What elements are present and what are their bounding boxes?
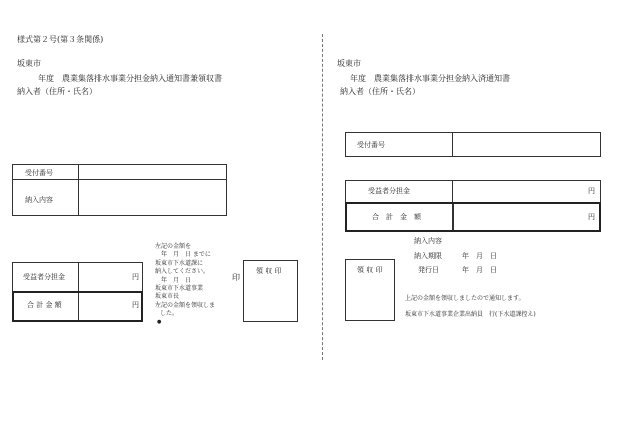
payer-label: 納入者（住所・氏名） [17, 87, 97, 96]
total-amount-label: 合 計 金 額 [372, 213, 421, 221]
notice-line: 坂東市下水道事業 [155, 285, 204, 293]
total-amount-label: 合 計 金 額 [27, 301, 62, 309]
bullet-dot-icon: ● [157, 319, 162, 325]
due-date-label: 納入期限 [414, 252, 442, 260]
beneficiary-share-label: 受益者分担金 [368, 187, 410, 195]
notice-line: 坂東市長 [155, 293, 180, 301]
yen-unit: 円 [132, 273, 139, 281]
form-label: 様式第２号(第３条関係) [17, 35, 104, 44]
receipt-seal-label: 領 収 印 [256, 267, 282, 275]
payment-content-label: 納入内容 [25, 196, 53, 204]
yen-unit-total: 円 [132, 301, 139, 309]
seal-mark: 印 [232, 273, 240, 282]
notice-line: した。 [160, 310, 179, 318]
receipt-seal-label: 領 収 印 [357, 266, 383, 274]
yen-unit-total: 円 [588, 213, 595, 221]
notice-line: 年 月 日 [161, 276, 192, 284]
due-date-value: 年 月 日 [462, 252, 497, 260]
document-title: 年度 農業集落排水事業分担金納入済通知書 [350, 74, 510, 83]
cut-line [322, 34, 323, 360]
reception-number-label: 受付番号 [25, 169, 53, 177]
city-name: 坂東市 [337, 59, 361, 68]
payer-label: 納入者（住所・氏名） [340, 87, 420, 96]
issuer: 坂東市下水道事業企業出納員 行(下水道課控え) [405, 311, 536, 318]
notice-line: 納入してください。 [155, 268, 210, 276]
city-name: 坂東市 [17, 59, 41, 68]
issue-date-label: 発行日 [418, 266, 439, 274]
reception-number-label: 受付番号 [357, 141, 385, 149]
notice-line: 坂東市下水道課に [155, 259, 204, 267]
yen-unit: 円 [588, 187, 595, 195]
receipt-notice: 上記の金額を領収しましたので通知します。 [405, 295, 525, 302]
payment-notice [155, 243, 215, 319]
beneficiary-share-label: 受益者分担金 [23, 273, 65, 281]
issue-date-value: 年 月 日 [462, 266, 497, 274]
notice-line: 左記の金額を領収しま [155, 301, 216, 309]
notice-line: 左記の金額を [155, 243, 192, 250]
notice-line: 年 月 日 までに [161, 251, 211, 259]
document-title: 年度 農業集落排水事業分担金納入通知書兼領収書 [38, 74, 222, 83]
payment-content-label: 納入内容 [414, 237, 442, 245]
